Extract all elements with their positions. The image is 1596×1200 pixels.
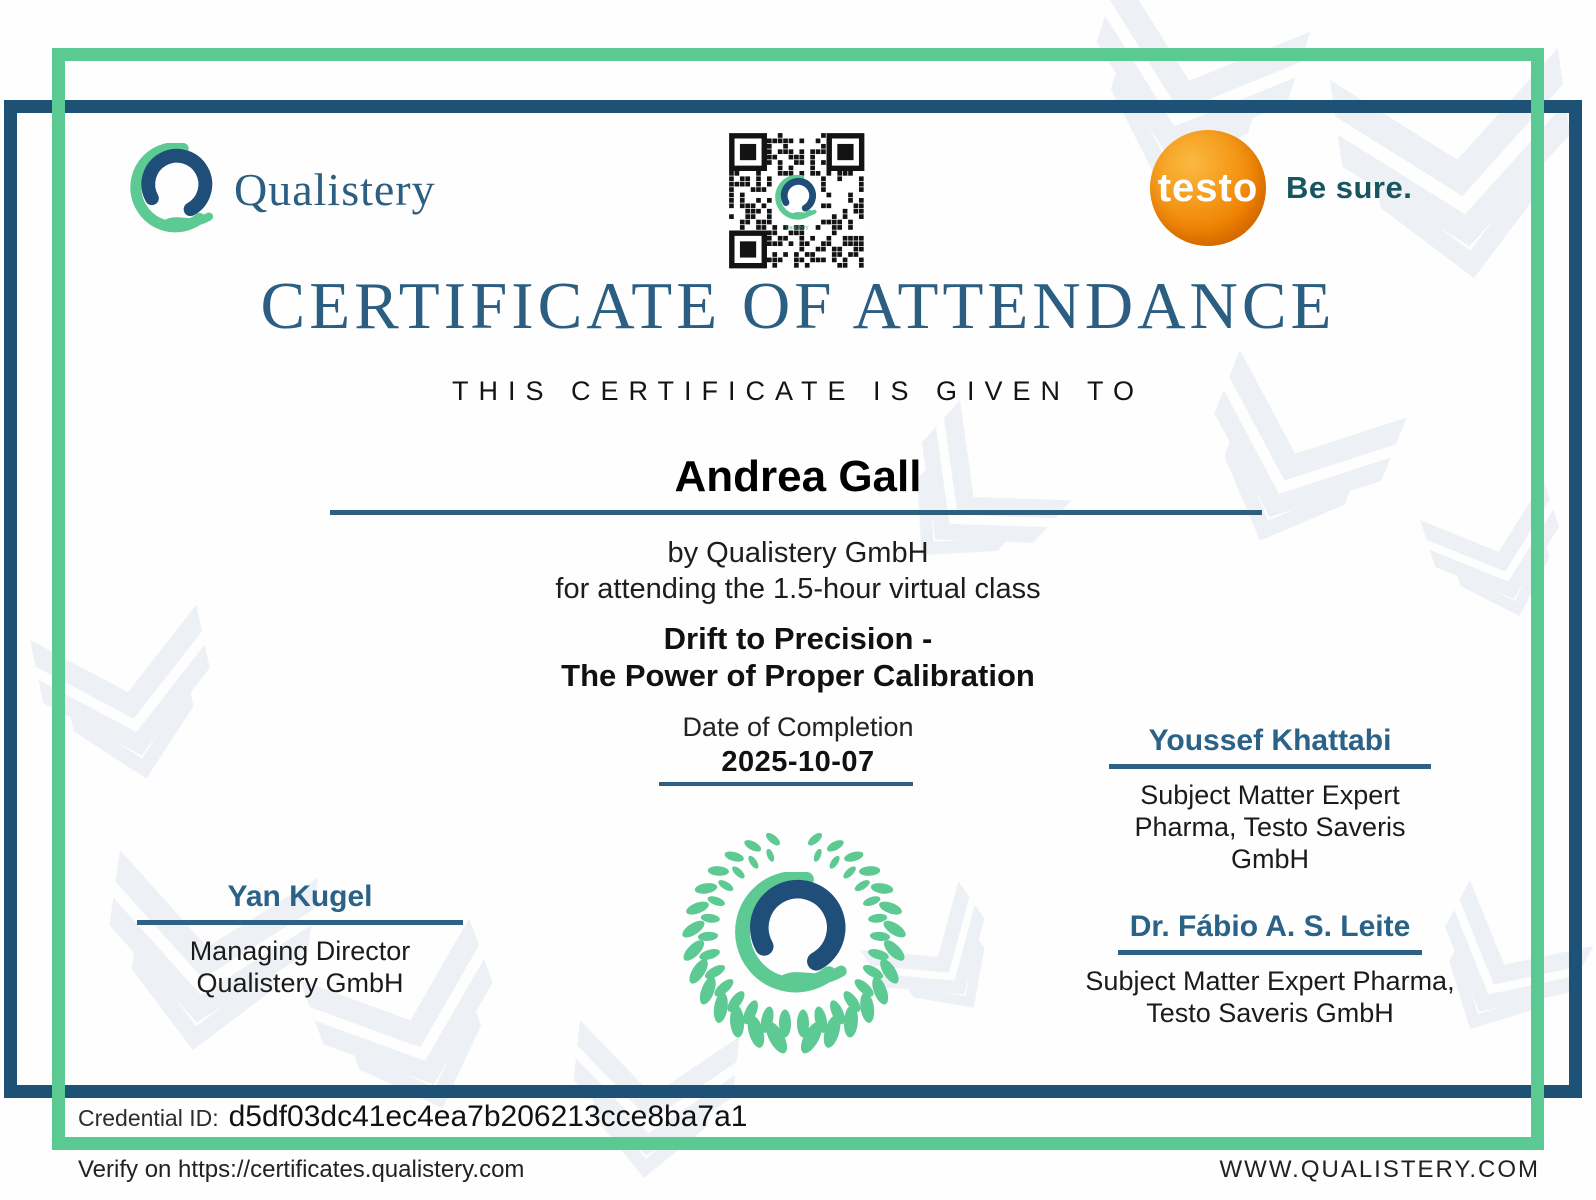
completion-date-value: 2025-10-07: [721, 746, 875, 778]
certificate-subtitle: THIS CERTIFICATE IS GIVEN TO: [451, 376, 1145, 406]
signatory-role-line: GmbH: [1230, 844, 1309, 874]
signature-block-yan-kugel: [118, 880, 482, 999]
recipient-name: Andrea Gall: [674, 452, 922, 501]
course-title-line2: The Power of Proper Calibration: [561, 658, 1035, 693]
testo-orange-sphere: [1150, 130, 1266, 246]
qualistery-wordmark: Qualistery: [234, 163, 436, 215]
attendance-line: for attending the 1.5-hour virtual class: [555, 573, 1041, 605]
recipient-underline: [330, 510, 1262, 515]
credential-id-label: Credential ID:: [78, 1105, 219, 1131]
testo-logo: [1150, 130, 1412, 246]
completion-date-label: Date of Completion: [682, 712, 914, 742]
signatory-role-line: Testo Saveris GmbH: [1146, 998, 1394, 1028]
website-text: WWW.QUALISTERY.COM: [1219, 1156, 1540, 1183]
signatory-role-line: Qualistery GmbH: [196, 968, 404, 998]
signatory-name: Youssef Khattabi: [1148, 724, 1392, 757]
course-title-line1: Drift to Precision -: [663, 621, 933, 656]
qr-code: [724, 128, 870, 274]
signatory-role-line: Managing Director: [189, 936, 411, 966]
testo-wordmark: testo: [1157, 165, 1259, 210]
signatory-name: Yan Kugel: [227, 880, 373, 913]
testo-tagline: Be sure.: [1286, 170, 1413, 205]
signature-underline: [137, 920, 463, 925]
credential-row: [78, 1100, 747, 1134]
completion-date-underline: [659, 782, 913, 786]
signature-block-youssef-khattabi: [1078, 724, 1462, 875]
signatory-role-line: Subject Matter Expert Pharma,: [1085, 966, 1455, 996]
signature-underline: [1118, 950, 1422, 955]
certificate-title: CERTIFICATE OF ATTENDANCE: [260, 269, 1336, 343]
credential-id-value: d5df03dc41ec4ea7b206213cce8ba7a1: [228, 1100, 748, 1133]
qualistery-q-icon: [128, 143, 220, 235]
signature-underline: [1109, 764, 1431, 769]
signatory-name: Dr. Fábio A. S. Leite: [1129, 910, 1411, 943]
svg-text:Qualistery: Qualistery: [785, 225, 809, 232]
signature-block-fabio-leite: [1038, 910, 1502, 1029]
signatory-role-line: Subject Matter Expert: [1140, 780, 1400, 810]
verify-url-text: Verify on https://certificates.qualistery.com: [78, 1156, 525, 1183]
laurel-wreath-seal: [660, 804, 928, 1072]
issuer-line: by Qualistery GmbH: [667, 537, 929, 569]
signatory-role-line: Pharma, Testo Saveris: [1134, 812, 1406, 842]
qualistery-logo: [128, 143, 436, 235]
